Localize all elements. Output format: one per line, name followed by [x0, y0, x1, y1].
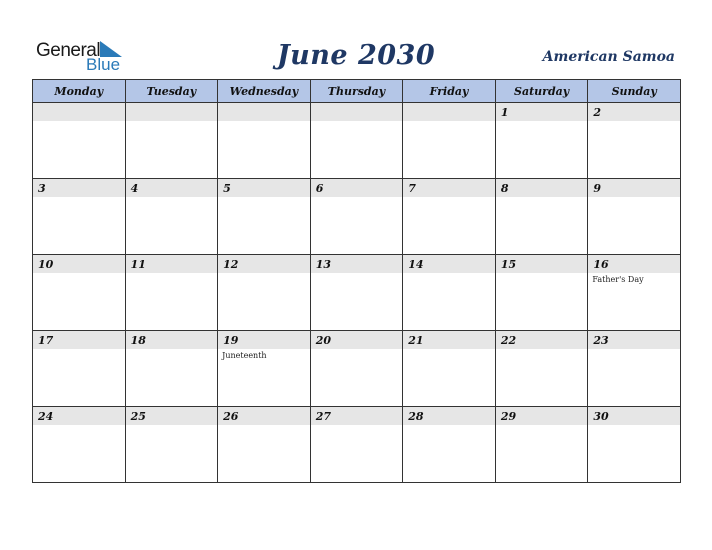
day-number: 16 — [593, 258, 609, 271]
week-row — [33, 255, 681, 331]
day-cell — [310, 179, 403, 255]
holiday-label: Juneteenth — [222, 351, 267, 360]
day-cell — [125, 103, 218, 179]
day-cell — [218, 103, 311, 179]
day-number: 13 — [315, 258, 331, 271]
day-number-bar — [218, 179, 310, 197]
week-row — [33, 179, 681, 255]
day-cell — [218, 407, 311, 483]
day-cell — [310, 255, 403, 331]
day-number: 17 — [38, 334, 54, 347]
day-number: 25 — [130, 410, 146, 423]
day-number: 11 — [130, 258, 146, 271]
day-cell — [588, 103, 681, 179]
week-row — [33, 103, 681, 179]
day-number: 30 — [593, 410, 609, 423]
day-number: 9 — [593, 182, 602, 195]
weekday-header: Saturday — [495, 80, 588, 103]
weekday-header: Tuesday — [125, 80, 218, 103]
day-cell — [588, 179, 681, 255]
day-number: 7 — [408, 182, 416, 195]
day-cell — [125, 331, 218, 407]
day-cell — [125, 179, 218, 255]
day-cell — [403, 103, 496, 179]
day-cell — [125, 407, 218, 483]
generalblue-logo — [36, 40, 136, 74]
day-cell — [403, 331, 496, 407]
day-number-bar — [126, 179, 218, 197]
logo-general-text: General — [36, 40, 101, 61]
weekday-header-row — [33, 80, 681, 103]
day-cell — [495, 179, 588, 255]
logo-blue-text: Blue — [86, 55, 121, 74]
day-number-bar — [588, 103, 680, 121]
day-number: 21 — [408, 334, 424, 347]
day-number-bar — [403, 103, 495, 121]
calendar-grid — [32, 79, 681, 483]
day-number: 27 — [315, 410, 331, 423]
weekday-header: Thursday — [310, 80, 403, 103]
weekday-header: Monday — [33, 80, 126, 103]
weekday-header: Sunday — [588, 80, 681, 103]
day-number: 18 — [130, 334, 146, 347]
day-number-bar — [311, 179, 403, 197]
day-number: 12 — [223, 258, 239, 271]
day-number-bar — [403, 179, 495, 197]
day-number: 19 — [223, 334, 239, 347]
day-cell — [218, 255, 311, 331]
day-cell — [495, 255, 588, 331]
day-number: 24 — [38, 410, 54, 423]
weekday-header: Wednesday — [218, 80, 311, 103]
day-cell — [588, 331, 681, 407]
day-number-bar — [218, 103, 310, 121]
week-row — [33, 331, 681, 407]
day-number: 6 — [315, 182, 324, 195]
weekday-header: Friday — [403, 80, 496, 103]
day-cell — [33, 103, 126, 179]
day-number: 26 — [223, 410, 239, 423]
day-cell — [218, 331, 311, 407]
day-cell — [33, 255, 126, 331]
day-number: 20 — [315, 334, 331, 347]
day-number: 1 — [500, 106, 509, 119]
day-cell — [218, 179, 311, 255]
day-cell — [588, 255, 681, 331]
day-number: 10 — [38, 258, 54, 271]
day-number-bar — [33, 103, 125, 121]
day-number: 15 — [500, 258, 517, 271]
region-label: American Samoa — [542, 49, 675, 65]
day-cell — [310, 407, 403, 483]
day-number-bar — [588, 179, 680, 197]
day-cell — [310, 331, 403, 407]
day-cell — [403, 255, 496, 331]
day-number: 4 — [130, 182, 139, 195]
day-cell — [310, 103, 403, 179]
day-cell — [403, 407, 496, 483]
day-number: 8 — [500, 182, 509, 195]
holiday-label: Father's Day — [592, 275, 644, 284]
day-number: 14 — [408, 258, 424, 271]
day-number: 22 — [500, 334, 517, 347]
day-cell — [495, 103, 588, 179]
day-cell — [495, 407, 588, 483]
day-cell — [125, 255, 218, 331]
day-number-bar — [496, 179, 588, 197]
calendar-title: June 2030 — [276, 40, 436, 71]
day-number-bar — [311, 103, 403, 121]
day-cell — [495, 331, 588, 407]
day-cell — [33, 407, 126, 483]
day-number-bar — [126, 103, 218, 121]
day-cell — [33, 179, 126, 255]
day-number: 5 — [223, 182, 231, 195]
day-number-bar — [496, 103, 588, 121]
day-number: 29 — [500, 410, 517, 423]
day-number: 23 — [593, 334, 609, 347]
day-number: 28 — [408, 410, 424, 423]
day-number: 2 — [593, 106, 602, 119]
day-cell — [33, 331, 126, 407]
day-cell — [403, 179, 496, 255]
day-cell — [588, 407, 681, 483]
day-number-bar — [33, 179, 125, 197]
day-number: 3 — [38, 182, 46, 195]
week-row — [33, 407, 681, 483]
